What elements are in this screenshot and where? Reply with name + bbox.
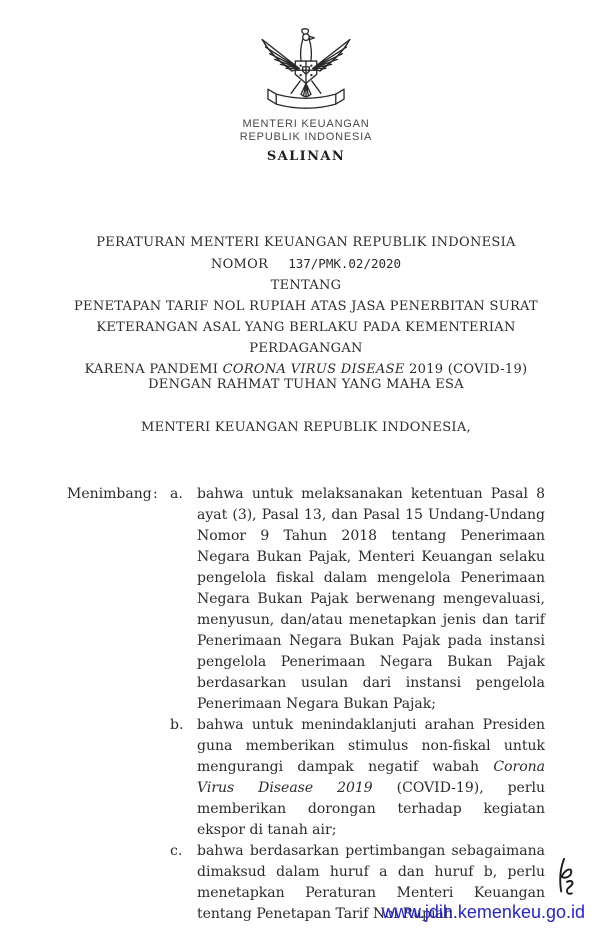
item-text-italic: Corona Virus Disease 2019 <box>197 759 546 796</box>
paraph-initials-icon <box>554 856 578 902</box>
subject-line-3-italic: CORONA VIRUS DISEASE <box>222 362 405 377</box>
considering-item-a <box>170 484 545 715</box>
nomor-label: NOMOR <box>210 257 269 272</box>
item-text: bahwa berdasarkan pertimbangan sebagaimana dimaksud dalam huruf a dan huruf b, perlu menetapkan Peraturan Menteri Keuangan tentang Penetapan Tarif Nol Rupiah <box>197 843 545 922</box>
issuer-line: MENTERI KEUANGAN REPUBLIK INDONESIA, <box>141 420 471 435</box>
nomor-value: 137/PMK.02/2020 <box>288 256 402 271</box>
item-marker: a. <box>170 486 183 502</box>
item-text: bahwa untuk melaksanakan ketentuan Pasal 8 ayat (3), Pasal 13, dan Pasal 15 Undang-Undang Nomor 9 Tahun 2018 tentang Penerimaan Negara Bukan Pajak, Menteri Keuangan selaku pengelola fiskal dalam mengelola Penerimaan Negara Bukan Pajak berwenang mengevaluasi, menyusun, dan/atau menetapkan jenis dan tarif Penerimaan Negara Bukan Pajak pada instansi pengelola Penerimaan Negara Bukan Pajak berdasarkan usulan dari instansi pengelola Penerimaan Negara Bukan Pajak; <box>197 486 545 712</box>
subject-line-3-suffix: 2019 (COVID-19) <box>409 362 528 377</box>
item-text-suffix: (COVID-19), perlu memberikan dorongan terhadap kegiatan ekspor di tanah air; <box>197 780 546 838</box>
subject-line-3-prefix: KARENA PANDEMI <box>84 362 219 377</box>
item-marker: b. <box>170 717 184 733</box>
item-marker: c. <box>170 843 183 859</box>
considering-colon: : <box>153 486 158 502</box>
regulation-title-block <box>56 232 556 380</box>
tentang-label: TENTANG <box>270 278 342 293</box>
subject-line-2: KETERANGAN ASAL YANG BERLAKU PADA KEMENTERIAN PERDAGANGAN <box>96 320 516 356</box>
regulation-number-line <box>56 253 556 275</box>
considering-label: Menimbang <box>67 486 152 502</box>
ministry-name-line1: MENTERI KEUANGAN <box>242 118 370 130</box>
item-text <box>197 715 545 841</box>
considering-items <box>170 484 545 925</box>
considering-item-b <box>170 715 545 841</box>
website-link[interactable]: www.jdih.kemenkeu.go.id <box>381 902 585 922</box>
considering-section <box>67 484 545 925</box>
regulation-title-line: PERATURAN MENTERI KEUANGAN REPUBLIK INDONESIA <box>96 235 516 250</box>
item-text-prefix: bahwa untuk menindaklanjuti arahan Presiden guna memberikan stimulus non-fiskal untuk mengurangi dampak negatif wabah <box>197 717 545 775</box>
salinan-label: SALINAN <box>266 149 346 164</box>
letterhead <box>0 28 612 164</box>
garuda-pancasila-emblem-icon <box>254 28 358 114</box>
subject-line-1: PENETAPAN TARIF NOL RUPIAH ATAS JASA PENERBITAN SURAT <box>73 299 539 314</box>
motto-line: DENGAN RAHMAT TUHAN YANG MAHA ESA <box>148 377 464 392</box>
ministry-name-line2: REPUBLIK INDONESIA <box>239 131 373 143</box>
